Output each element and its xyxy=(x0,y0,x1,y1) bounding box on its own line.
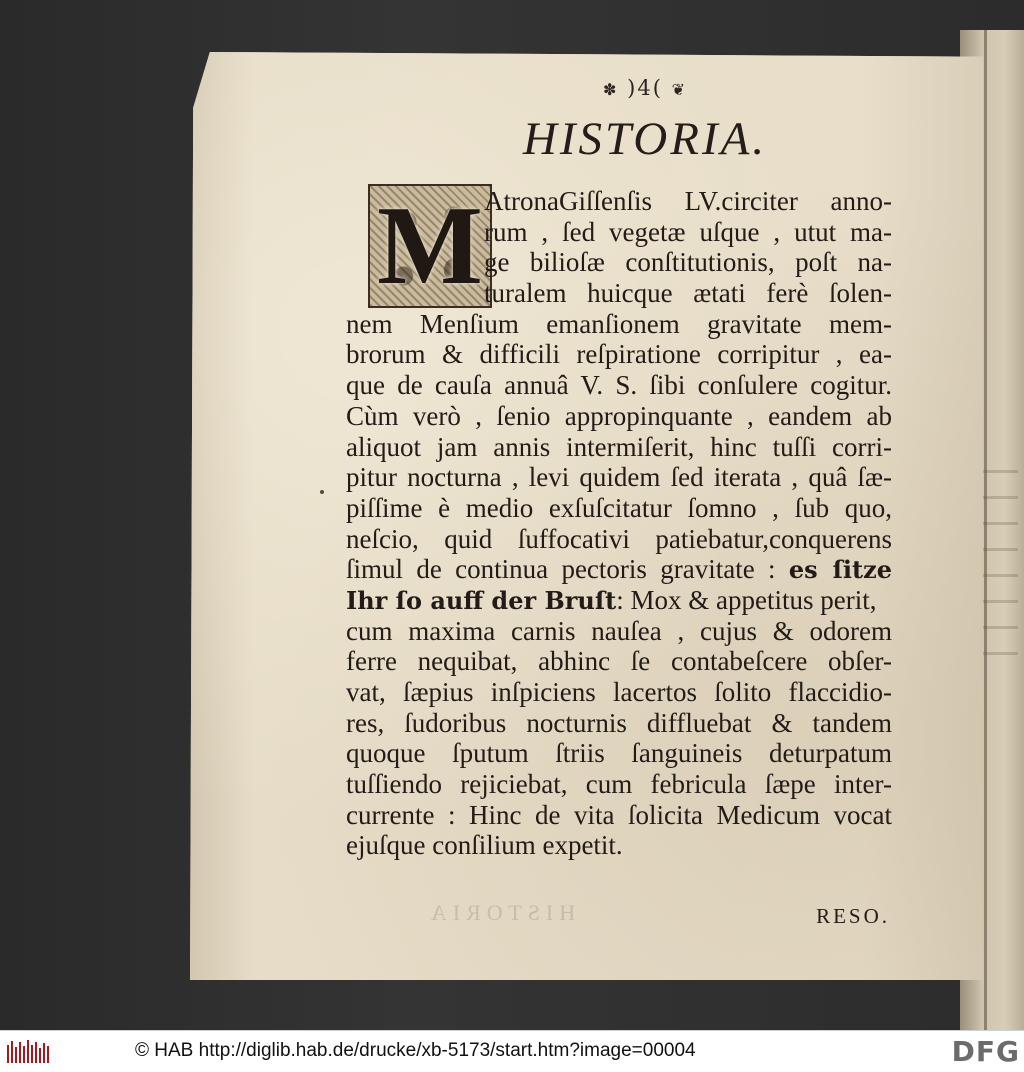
german-phrase: es ſitze xyxy=(788,555,892,585)
catchword: RESO. xyxy=(816,904,890,928)
text-line: quoque ſputum ſtriis ſanguineis deturpatum xyxy=(346,738,892,769)
text-line: vat, ſæpius inſpiciens lacertos ſolito flaccidio- xyxy=(346,677,892,707)
text-line-with-german xyxy=(346,554,892,585)
page-number-paren-open: ) xyxy=(627,76,638,100)
body-text xyxy=(346,186,892,906)
footer-bar xyxy=(0,1030,1024,1072)
text-line: rum , ſed vegetæ uſque , utut ma- xyxy=(484,216,892,247)
hab-logo-icon xyxy=(6,1039,50,1065)
german-phrase: Ihr ſo auff der Bruſt xyxy=(346,585,617,615)
text-line: ejuſque conſilium expetit. xyxy=(346,830,623,861)
initial-letter: M xyxy=(377,184,483,308)
citation-link[interactable]: © HAB http://diglib.hab.de/drucke/xb-5173/start.htm?image=00004 xyxy=(135,1040,696,1061)
text-line: ferre nequibat, abhinc ſe contabeſcere obſer- xyxy=(346,646,892,677)
ornament-right-icon: ❦ xyxy=(671,80,687,99)
margin-mark xyxy=(320,490,324,494)
text-line: nem Menſium emanſionem gravitate mem- xyxy=(346,308,892,339)
text-line: ge bilioſæ conſtitutionis, poſt na- xyxy=(484,247,892,278)
text-line: pitur nocturna , levi quidem ſed iterata , quâ ſæ- xyxy=(346,462,892,493)
page-number xyxy=(590,76,700,104)
dfg-logo: DFG xyxy=(951,1035,1020,1068)
text-line: brorum & difficili reſpiratione corripitur , ea- xyxy=(346,339,892,370)
ornament-left-icon: ✽ xyxy=(603,80,619,99)
text-line: AtronaGiſſenſis LV.circiter anno- xyxy=(484,186,892,216)
text-line: turalem huicque ætati ferè ſolen- xyxy=(484,278,892,309)
text-line: piſſime è medio exſuſcitatur ſomno , ſub quo, xyxy=(346,492,892,523)
page-number-value: 4 xyxy=(637,76,653,100)
page-number-paren-close: ( xyxy=(652,76,663,100)
text-line-with-german xyxy=(346,585,892,616)
text-line: tuſſiendo rejiciebat, cum febricula ſæpe inter- xyxy=(346,769,892,800)
page-heading: HISTORIA. xyxy=(522,113,768,165)
text-line-part: ſimul de continua pectoris gravitate : xyxy=(346,554,776,585)
text-line-part: : Mox & appetitus perit, xyxy=(616,584,877,615)
text-line: Cùm verò , ſenio appropinquante , eandem ab xyxy=(346,400,892,431)
text-line: neſcio, quid ſuffocativi patiebatur,conquerens xyxy=(346,523,892,554)
text-line: currente : Hinc de vita ſolicita Medicum vocat xyxy=(346,799,892,830)
text-line: res, ſudoribus nocturnis diffluebat & tandem xyxy=(346,707,892,738)
text-line: que de cauſa annuâ V. S. ſibi conſulere cogitur. xyxy=(346,370,892,401)
text-line: cum maxima carnis nauſea , cujus & odorem xyxy=(346,615,892,646)
text-line: aliquot jam annis intermiſerit, hinc tuſſi corri- xyxy=(346,431,892,462)
bleed-through-text: HISTORIA xyxy=(424,900,576,925)
